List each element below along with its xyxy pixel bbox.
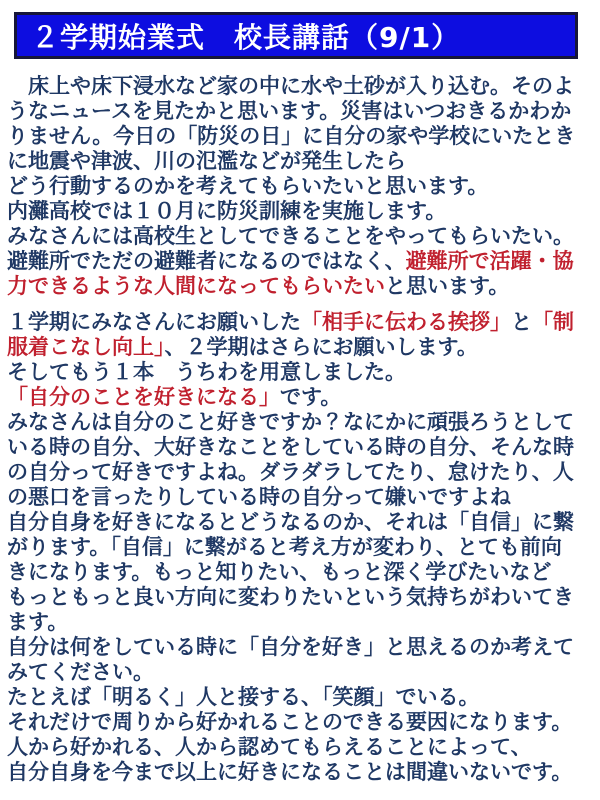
- text-line: [7, 74, 594, 99]
- emphasis-text: 服着こなし向上」: [7, 335, 165, 359]
- emphasis-text: 避難所で活躍・協: [405, 249, 574, 273]
- emphasis-text: 「制: [532, 310, 574, 334]
- text-line: [7, 585, 594, 610]
- body-text: 自分自身を好きになるとどうなるのか、それは「自信」に繋: [7, 510, 574, 534]
- body-text: 自分は何をしている時に「自分を好き」と思えるのか考えて: [7, 635, 574, 659]
- text-line: [7, 385, 594, 410]
- body-text: いる時の自分、大好きなことをしている時の自分、そんな時: [7, 435, 574, 459]
- text-line: [7, 635, 594, 660]
- body-text: です。: [280, 385, 342, 409]
- text-line: [7, 99, 594, 124]
- text-line: [7, 510, 594, 535]
- emphasis-text: 「相手に伝わる挨拶」: [301, 310, 511, 334]
- text-line: [7, 335, 594, 360]
- page-title: ２学期始業式 校長講話（9/1）: [31, 20, 461, 54]
- body-text: 自分自身を今まで以上に好きになることは間違いないです。: [7, 760, 573, 784]
- document-page: [0, 12, 600, 800]
- text-line: [7, 710, 594, 735]
- body-text: ます。: [7, 610, 69, 634]
- body-text: 人から好かれる、人から認めてもらえることによって、: [7, 735, 532, 759]
- text-line: [7, 660, 594, 685]
- body-text: の悪口を言ったりしている時の自分って嫌いですよね: [7, 485, 511, 509]
- text-line: [7, 360, 594, 385]
- text-line: [7, 760, 594, 785]
- text-line: [7, 535, 594, 560]
- text-line: [7, 310, 594, 335]
- text-line: [7, 174, 594, 199]
- body-text: 避難所でただの避難者になるのではなく、: [7, 249, 406, 273]
- text-line: [7, 685, 594, 710]
- text-line: [7, 199, 594, 224]
- body-text: みなさんは自分のこと好きですか？なにかに頑張ろうとして: [7, 410, 574, 434]
- paragraph-1: [7, 74, 594, 299]
- body-text: 、２学期はさらにお願いします。: [164, 335, 478, 359]
- emphasis-text: 力できるような人間になってもらいたい: [7, 274, 385, 298]
- body-text: と思います。: [385, 274, 510, 298]
- title-bar: [14, 12, 578, 59]
- body-text: うなニュースを見たかと思います。災害はいつおきるかわか: [7, 99, 572, 123]
- body-text: どう行動するのかを考えてもらいたいと思います。: [7, 174, 489, 198]
- body-text: きになります。もっと知りたい、もっと深く学びたいなど: [7, 560, 552, 584]
- emphasis-text: 「自分のことを好きになる」: [7, 385, 280, 409]
- body-text: たとえば「明るく」人と接する、「笑顔」でいる。: [7, 685, 480, 709]
- body-text: と: [511, 310, 532, 334]
- body-text: 床上や床下浸水など家の中に水や土砂が入り込む。そのよ: [7, 74, 574, 98]
- body-text: に地震や津波、川の氾濫などが発生したら: [7, 149, 406, 173]
- body-text: の自分って好きですよね。ダラダラしてたり、怠けたり、人: [7, 460, 574, 484]
- body-text: みなさんには高校生としてできることをやってもらいたい。: [7, 224, 574, 248]
- text-line: [7, 735, 594, 760]
- body-text: がります。「自信」に繋がると考え方が変わり、とても前向: [7, 535, 562, 559]
- text-line: [7, 224, 594, 249]
- body-text: そしてもう１本 うちわを用意しました。: [7, 360, 406, 384]
- paragraph-2: [7, 310, 594, 785]
- body-text: １学期にみなさんにお願いした: [7, 310, 301, 334]
- text-line: [7, 410, 594, 435]
- body-text: 内灘高校では１０月に防災訓練を実施します。: [7, 199, 447, 223]
- text-line: [7, 560, 594, 585]
- text-line: [7, 435, 594, 460]
- text-line: [7, 610, 594, 635]
- body-text: みてください。: [7, 660, 154, 684]
- body-text: りません。今日の「防災の日」に自分の家や学校にいたとき: [7, 124, 576, 148]
- text-line: [7, 485, 594, 510]
- text-line: [7, 149, 594, 174]
- body-text: もっともっと良い方向に変わりたいという気持ちがわいてき: [7, 585, 574, 609]
- document-body: [0, 74, 600, 785]
- text-line: [7, 274, 594, 299]
- text-line: [7, 249, 594, 274]
- text-line: [7, 124, 594, 149]
- text-line: [7, 460, 594, 485]
- body-text: それだけで周りから好かれることのできる要因になります。: [7, 710, 573, 734]
